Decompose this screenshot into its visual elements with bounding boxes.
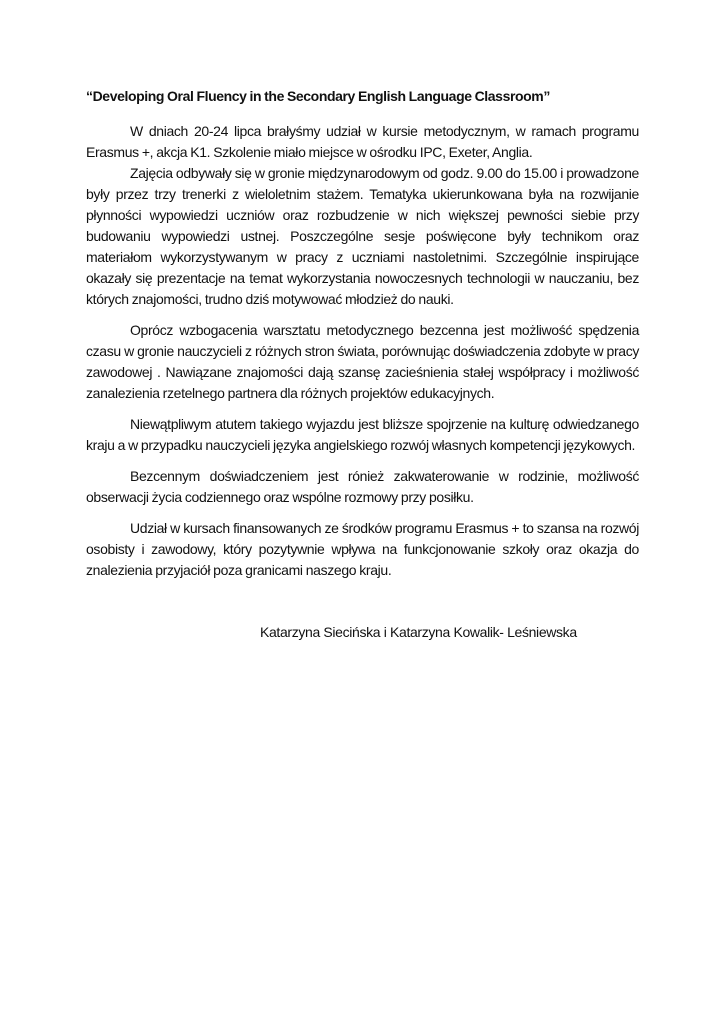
paragraph-culture: Niewątpliwym atutem takiego wyjazdu jest bliższe spojrzenie na kulturę odwiedzanego kraju a w przypadku nauczycieli języka angielskiego rozwój własnych kompetencji językowych. (86, 416, 639, 453)
paragraph-summary: Udział w kursach finansowanych ze środków programu Erasmus + to szansa na rozwój osobisty i zawodowy, który pozytywnie wpływa na funkcjonowanie szkoły oraz okazja do znalezienia przyjaciół poza granicami naszego kraju. (86, 520, 639, 578)
paragraph-classes: Zajęcia odbywały się w gronie międzynarodowym od godz. 9.00 do 15.00 i prowadzone były przez trzy trenerki z wieloletnim stażem. Tematyka ukierunkowana była na rozwijanie płynności wypowiedzi uczniów oraz rozbudzenie w nich większej pewności siebie przy budowaniu wypowiedzi ustnej. Poszczególne sesje poświęcone były technikom oraz materiałom wykorzystywanym w pracy z uczniami nastoletnimi. Szczególnie inspirujące okazały się prezentacje na temat wykorzystania nowoczesnych technologii w nauczaniu, bez których znajomości, trudno dziś motywować młodzież do nauki. (86, 165, 639, 307)
document-title: “Developing Oral Fluency in the Secondary English Language Classroom” (86, 88, 550, 104)
document-signature: Katarzyna Siecińska i Katarzyna Kowalik- Leśniewska (260, 624, 577, 640)
paragraph-course-info: W dniach 20-24 lipca brałyśmy udział w kursie metodycznym, w ramach programu Erasmus +, akcja K1. Szkolenie miało miejsce w ośrodku IPC, Exeter, Anglia. (86, 123, 639, 160)
paragraph-host-family: Bezcennym doświadczeniem jest rónież zakwaterowanie w rodzinie, możliwość obserwacji życia codziennego oraz wspólne rozmowy przy posiłku. (86, 468, 639, 505)
document-body (86, 86, 639, 591)
paragraph-networking: Oprócz wzbogacenia warsztatu metodycznego bezcenna jest możliwość spędzenia czasu w gronie nauczycieli z różnych stron świata, porównując doświadczenia zdobyte w pracy zawodowej . Nawiązane znajomości dają szansę zacieśnienia stałej współpracy i możliwość zanalezienia rzetelnego partnera dla różnych projektów edukacyjnych. (86, 322, 639, 401)
